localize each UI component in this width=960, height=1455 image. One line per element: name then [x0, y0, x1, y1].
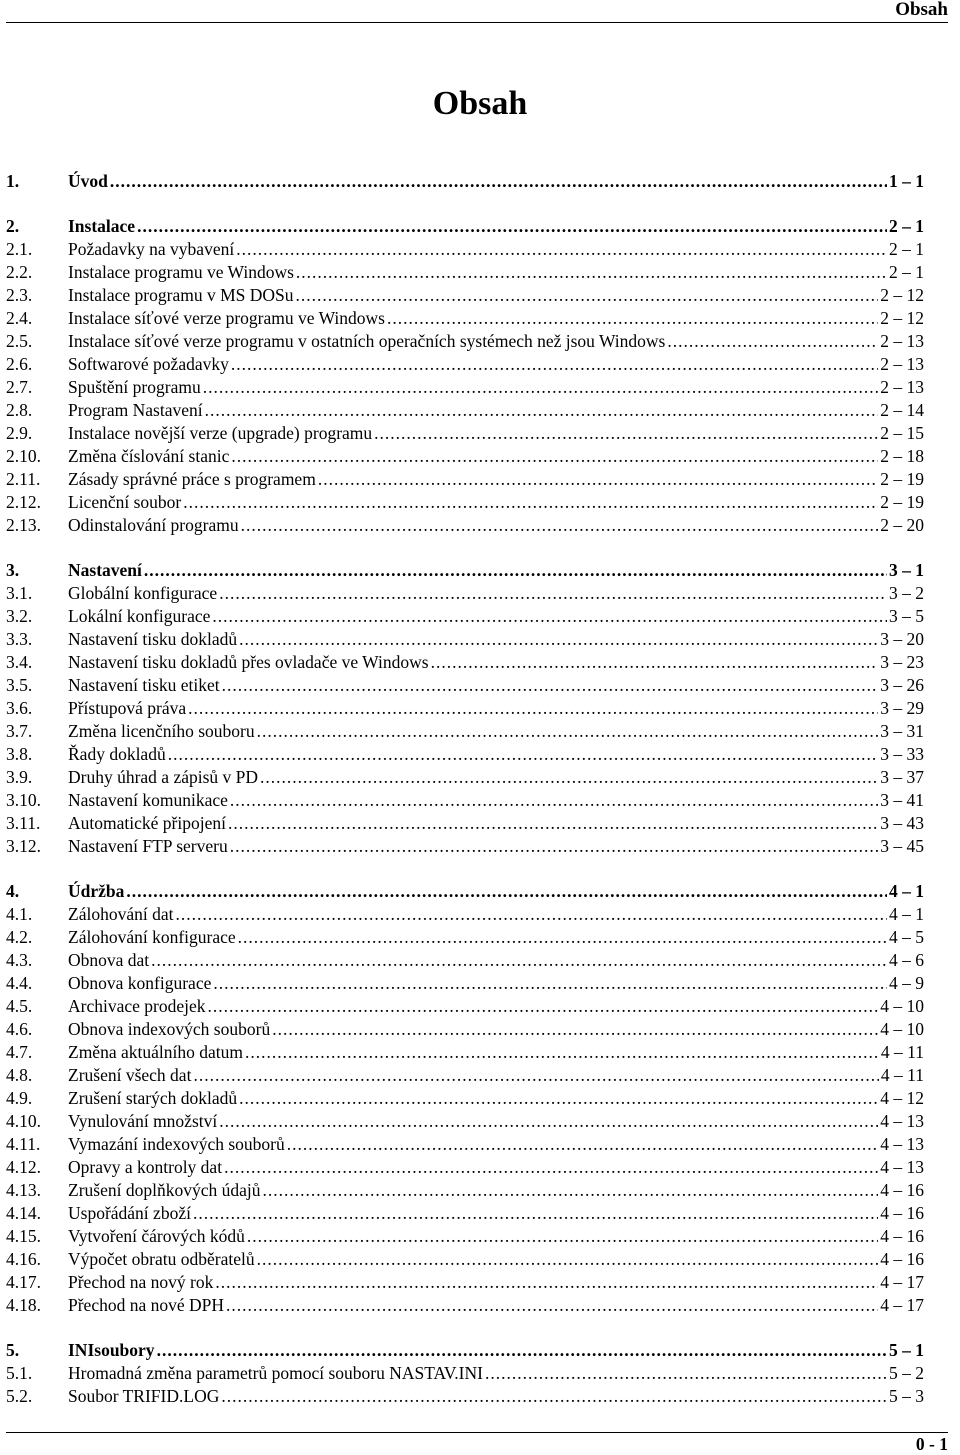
page-title: Obsah: [432, 85, 528, 122]
toc-section-entry[interactable]: [6, 812, 924, 835]
dot-leader: [168, 743, 879, 766]
toc-section-entry[interactable]: [6, 1225, 924, 1248]
toc-entry-page: 2 – 18: [880, 446, 924, 466]
dot-leader: [257, 720, 879, 743]
toc-entry-title: Zrušení doplňkových údajů: [68, 1180, 261, 1200]
dot-leader: [262, 1179, 878, 1202]
toc-entry-title: Vytvoření čárových kódů: [68, 1226, 245, 1246]
dot-leader: [222, 674, 879, 697]
toc-chapter-entry[interactable]: [6, 1339, 924, 1362]
toc-section-entry[interactable]: [6, 1133, 924, 1156]
toc-entry-number: 3.6.: [6, 698, 33, 718]
toc-entry-number: 4.3.: [6, 950, 33, 970]
toc-entry-page: 2 – 12: [880, 308, 924, 328]
toc-entry-number: 4.16.: [6, 1249, 41, 1269]
toc-entry-page: 2 – 1: [889, 239, 924, 259]
dot-leader: [219, 582, 887, 605]
toc-entry-number: 4.17.: [6, 1272, 41, 1292]
toc-section-entry[interactable]: [6, 1202, 924, 1225]
toc-entry-title: Zálohování konfigurace: [68, 927, 236, 947]
toc-entry-page: 4 – 17: [880, 1295, 924, 1315]
toc-section-entry[interactable]: [6, 789, 924, 812]
toc-entry-page: 2 – 12: [880, 285, 924, 305]
toc-entry-title: Změna licenčního souboru: [68, 721, 255, 741]
dot-leader: [215, 1271, 878, 1294]
dot-leader: [144, 559, 887, 582]
toc-entry-page: 3 – 33: [880, 744, 924, 764]
toc-entry-number: 3.1.: [6, 583, 33, 603]
toc-entry-title: Archivace prodejek: [68, 996, 206, 1016]
toc-entry-number: 4.10.: [6, 1111, 41, 1131]
toc-entry-page: 2 – 15: [880, 423, 924, 443]
toc-section-entry[interactable]: [6, 674, 924, 697]
toc-entry-title: Vynulování množství: [68, 1111, 218, 1131]
toc-entry-number: 3.5.: [6, 675, 33, 695]
toc-entry-title: Globální konfigurace: [68, 583, 218, 603]
toc-section-entry[interactable]: [6, 972, 924, 995]
toc-entry-number: 4.8.: [6, 1065, 33, 1085]
toc-entry-page: 2 – 1: [889, 216, 924, 236]
dot-leader: [238, 926, 887, 949]
toc-entry-number: 4.: [6, 881, 20, 901]
toc-section-entry[interactable]: [6, 1362, 924, 1385]
toc-entry-title: Licenční soubor: [68, 492, 182, 512]
toc-entry-page: 2 – 13: [880, 331, 924, 351]
toc-entry-title: Výpočet obratu odběratelů: [68, 1249, 255, 1269]
dot-leader: [226, 1294, 878, 1317]
toc-section-entry[interactable]: [6, 697, 924, 720]
dot-leader: [296, 261, 887, 284]
toc-section-entry[interactable]: [6, 949, 924, 972]
toc-section-entry[interactable]: [6, 1179, 924, 1202]
toc-entry-page: 2 – 1: [889, 262, 924, 282]
toc-entry-page: 3 – 43: [880, 813, 924, 833]
toc-entry-number: 2.12.: [6, 492, 41, 512]
toc-entry-page: 4 – 16: [880, 1203, 924, 1223]
toc-entry-number: 2.: [6, 216, 20, 236]
toc-section-entry[interactable]: [6, 399, 924, 422]
toc-entry-title: Změna číslování stanic: [68, 446, 230, 466]
dot-leader: [231, 445, 878, 468]
toc-entry-title: Program Nastavení: [68, 400, 203, 420]
toc-entry-title: Úvod: [68, 171, 108, 191]
dot-leader: [257, 1248, 879, 1271]
toc-entry-number: 2.4.: [6, 308, 33, 328]
toc-section-entry[interactable]: [6, 582, 924, 605]
toc-entry-number: 2.11.: [6, 469, 41, 489]
toc-entry-number: 2.1.: [6, 239, 33, 259]
toc-entry-page: 2 – 13: [880, 354, 924, 374]
dot-leader: [188, 697, 878, 720]
toc-entry-page: 4 – 10: [880, 1019, 924, 1039]
toc-entry-title: Spuštění programu: [68, 377, 201, 397]
toc-entry-number: 4.14.: [6, 1203, 41, 1223]
toc-entry-title: Nastavení tisku dokladů: [68, 629, 238, 649]
dot-leader: [236, 238, 887, 261]
toc-entry-title: Odinstalování programu: [68, 515, 239, 535]
dot-leader: [485, 1362, 887, 1385]
toc-entry-number: 2.5.: [6, 331, 33, 351]
toc-entry-page: 1 – 1: [889, 171, 924, 191]
toc-section-entry[interactable]: [6, 1110, 924, 1133]
toc-entry-title: Zálohování dat: [68, 904, 174, 924]
toc-entry-page: 4 – 13: [880, 1111, 924, 1131]
toc-entry-number: 3.3.: [6, 629, 33, 649]
toc-section-entry[interactable]: [6, 307, 924, 330]
dot-leader: [245, 1041, 879, 1064]
toc-section-entry[interactable]: [6, 995, 924, 1018]
dot-leader: [175, 903, 887, 926]
toc-entry-page: 3 – 1: [889, 560, 924, 580]
dot-leader: [318, 468, 878, 491]
toc-entry-title: Instalace síťové verze programu ve Windows: [68, 308, 385, 328]
toc-entry-page: 4 – 1: [889, 881, 924, 901]
toc-entry-page: 3 – 20: [880, 629, 924, 649]
toc-entry-number: 4.7.: [6, 1042, 33, 1062]
toc-entry-page: 4 – 9: [889, 973, 924, 993]
toc-entry-title: Zrušení všech dat: [68, 1065, 192, 1085]
toc-entry-title: Automatické připojení: [68, 813, 226, 833]
dot-leader: [239, 628, 878, 651]
toc-entry-page: 4 – 6: [889, 950, 924, 970]
toc-entry-number: 1.: [6, 171, 20, 191]
toc-entry-title: Nastavení komunikace: [68, 790, 228, 810]
toc-entry-page: 4 – 1: [889, 904, 924, 924]
dot-leader: [431, 651, 879, 674]
toc-entry-title: Nastavení tisku etiket: [68, 675, 220, 695]
toc-entry-title: Zrušení starých dokladů: [68, 1088, 238, 1108]
dot-leader: [193, 1064, 878, 1087]
toc-entry-page: 3 – 29: [880, 698, 924, 718]
toc-section-entry[interactable]: [6, 1385, 924, 1408]
toc-section-entry[interactable]: [6, 284, 924, 307]
toc-entry-title: Zásady správné práce s programem: [68, 469, 316, 489]
toc-entry-page: 3 – 2: [889, 583, 924, 603]
dot-leader: [219, 1110, 878, 1133]
toc-section-entry[interactable]: [6, 1064, 924, 1087]
header-text: Obsah: [895, 0, 948, 20]
toc-entry-page: 4 – 13: [880, 1134, 924, 1154]
toc-section-entry[interactable]: [6, 1271, 924, 1294]
dot-leader: [239, 1087, 878, 1110]
toc-entry-number: 4.18.: [6, 1295, 41, 1315]
toc-entry-title: Instalace programu ve Windows: [68, 262, 294, 282]
toc-section-entry[interactable]: [6, 376, 924, 399]
toc-entry-number: 5.2.: [6, 1386, 33, 1406]
toc-entry-page: 4 – 16: [880, 1249, 924, 1269]
toc-entry-number: 2.8.: [6, 400, 33, 420]
toc-section-entry[interactable]: [6, 261, 924, 284]
toc-entry-number: 4.2.: [6, 927, 33, 947]
page-header: [6, 0, 948, 23]
toc-entry-page: 5 – 3: [889, 1386, 924, 1406]
toc-entry-page: 4 – 16: [880, 1180, 924, 1200]
dot-leader: [260, 766, 878, 789]
dot-leader: [213, 972, 887, 995]
dot-leader: [287, 1133, 878, 1156]
toc-entry-title: Přechod na nový rok: [68, 1272, 214, 1292]
toc-entry-number: 4.15.: [6, 1226, 41, 1246]
toc-section-entry[interactable]: [6, 651, 924, 674]
dot-leader: [230, 789, 878, 812]
toc-entry-number: 4.11.: [6, 1134, 41, 1154]
toc-entry-title: Změna aktuálního datum: [68, 1042, 243, 1062]
dot-leader: [387, 307, 878, 330]
toc-section-entry[interactable]: [6, 605, 924, 628]
toc-section-entry[interactable]: [6, 628, 924, 651]
toc-section-entry[interactable]: [6, 766, 924, 789]
dot-leader: [667, 330, 878, 353]
toc-section-entry[interactable]: [6, 743, 924, 766]
toc-entry-title: Přístupová práva: [68, 698, 187, 718]
dot-leader: [272, 1018, 878, 1041]
toc-entry-number: 3.7.: [6, 721, 33, 741]
dot-leader: [203, 376, 879, 399]
dot-leader: [110, 170, 887, 193]
toc-entry-title: Požadavky na vybavení: [68, 239, 235, 259]
toc-section-entry[interactable]: [6, 1018, 924, 1041]
toc-entry-page: 2 – 19: [880, 469, 924, 489]
toc-entry-page: 3 – 5: [889, 606, 924, 626]
dot-leader: [183, 491, 878, 514]
toc-entry-number: 2.6.: [6, 354, 33, 374]
toc-entry-title: Nastavení tisku dokladů přes ovladače ve Windows: [68, 652, 429, 672]
toc-entry-title: Nastavení: [68, 560, 142, 580]
toc-entry-number: 4.5.: [6, 996, 33, 1016]
toc-entry-number: 3.12.: [6, 836, 41, 856]
toc-entry-title: Přechod na nové DPH: [68, 1295, 225, 1315]
toc-entry-title: Obnova indexových souborů: [68, 1019, 271, 1039]
toc-entry-title: Hromadná změna parametrů pomocí souboru NASTAV.INI: [68, 1363, 483, 1383]
toc-section-entry[interactable]: [6, 1248, 924, 1271]
dot-leader: [208, 995, 879, 1018]
toc-entry-page: 3 – 31: [880, 721, 924, 741]
dot-leader: [231, 353, 878, 376]
dot-leader: [230, 835, 879, 858]
dot-leader: [193, 1202, 878, 1225]
toc-entry-page: 5 – 2: [889, 1363, 924, 1383]
toc-entry-title: Obnova dat: [68, 950, 150, 970]
toc-entry-page: 4 – 12: [880, 1088, 924, 1108]
toc-entry-page: 4 – 11: [880, 1065, 924, 1085]
table-of-contents: [6, 170, 924, 1408]
toc-entry-page: 3 – 41: [880, 790, 924, 810]
page-footer: [6, 1432, 948, 1455]
toc-entry-page: 4 – 11: [880, 1042, 924, 1062]
toc-entry-page: 2 – 13: [880, 377, 924, 397]
toc-entry-title: Uspořádání zboží: [68, 1203, 191, 1223]
toc-section-entry[interactable]: [6, 330, 924, 353]
toc-entry-number: 2.9.: [6, 423, 33, 443]
toc-entry-number: 4.12.: [6, 1157, 41, 1177]
dot-leader: [126, 880, 887, 903]
toc-entry-title: Řady dokladů: [68, 744, 166, 764]
dot-leader: [224, 1156, 878, 1179]
dot-leader: [137, 215, 887, 238]
toc-entry-page: 2 – 19: [880, 492, 924, 512]
toc-entry-number: 2.7.: [6, 377, 33, 397]
toc-entry-page: 2 – 20: [880, 515, 924, 535]
toc-section-entry[interactable]: [6, 353, 924, 376]
toc-section-entry[interactable]: [6, 835, 924, 858]
dot-leader: [205, 399, 879, 422]
dot-leader: [212, 605, 887, 628]
toc-entry-number: 2.2.: [6, 262, 33, 282]
toc-entry-title: Instalace: [68, 216, 136, 236]
toc-chapter-entry[interactable]: [6, 170, 924, 193]
toc-section-entry[interactable]: [6, 445, 924, 468]
toc-entry-number: 4.9.: [6, 1088, 33, 1108]
footer-page-number: 0 - 1: [915, 1434, 948, 1454]
toc-entry-page: 4 – 16: [880, 1226, 924, 1246]
toc-entry-title: Obnova konfigurace: [68, 973, 212, 993]
toc-entry-number: 5.: [6, 1340, 20, 1360]
dot-leader: [157, 1339, 887, 1362]
toc-section-entry[interactable]: [6, 1041, 924, 1064]
toc-entry-number: 2.13.: [6, 515, 41, 535]
toc-chapter-entry[interactable]: [6, 215, 924, 238]
toc-chapter-entry[interactable]: [6, 880, 924, 903]
toc-entry-number: 4.1.: [6, 904, 33, 924]
toc-entry-number: 3.: [6, 560, 20, 580]
toc-entry-page: 3 – 23: [880, 652, 924, 672]
toc-section-entry[interactable]: [6, 720, 924, 743]
toc-entry-number: 3.10.: [6, 790, 41, 810]
toc-entry-number: 3.2.: [6, 606, 33, 626]
toc-section-entry[interactable]: [6, 903, 924, 926]
toc-entry-page: 3 – 45: [880, 836, 924, 856]
toc-entry-title: Vymazání indexových souborů: [68, 1134, 285, 1154]
toc-entry-number: 3.9.: [6, 767, 33, 787]
dot-leader: [296, 284, 879, 307]
dot-leader: [151, 949, 887, 972]
toc-entry-title: Instalace síťové verze programu v ostatních operačních systémech než jsou Windows: [68, 331, 666, 351]
toc-chapter-entry[interactable]: [6, 559, 924, 582]
toc-entry-page: 3 – 37: [880, 767, 924, 787]
dot-leader: [221, 1385, 887, 1408]
toc-section-entry[interactable]: [6, 238, 924, 261]
toc-entry-title: Lokální konfigurace: [68, 606, 211, 626]
toc-entry-title: Soubor TRIFID.LOG: [68, 1386, 220, 1406]
toc-entry-number: 2.3.: [6, 285, 33, 305]
toc-entry-title: Nastavení FTP serveru: [68, 836, 228, 856]
toc-entry-number: 4.4.: [6, 973, 33, 993]
toc-entry-page: 3 – 26: [880, 675, 924, 695]
toc-entry-title: Druhy úhrad a zápisů v PD: [68, 767, 259, 787]
toc-section-entry[interactable]: [6, 1156, 924, 1179]
toc-entry-number: 4.13.: [6, 1180, 41, 1200]
toc-entry-number: 4.6.: [6, 1019, 33, 1039]
dot-leader: [247, 1225, 878, 1248]
toc-entry-number: 3.8.: [6, 744, 33, 764]
toc-entry-number: 3.11.: [6, 813, 41, 833]
toc-entry-page: 4 – 17: [880, 1272, 924, 1292]
dot-leader: [374, 422, 878, 445]
toc-section-entry[interactable]: [6, 1294, 924, 1317]
toc-entry-title: Instalace programu v MS DOSu: [68, 285, 294, 305]
toc-entry-number: 3.4.: [6, 652, 33, 672]
toc-entry-page: 2 – 14: [880, 400, 924, 420]
dot-leader: [241, 514, 879, 537]
toc-entry-number: 2.10.: [6, 446, 41, 466]
toc-entry-title: Údržba: [68, 881, 125, 901]
toc-section-entry[interactable]: [6, 926, 924, 949]
toc-entry-title: Softwarové požadavky: [68, 354, 229, 374]
toc-entry-page: 5 – 1: [889, 1340, 924, 1360]
toc-section-entry[interactable]: [6, 514, 924, 537]
toc-section-entry[interactable]: [6, 468, 924, 491]
toc-entry-title: Opravy a kontroly dat: [68, 1157, 223, 1177]
toc-entry-title: Instalace novější verze (upgrade) programu: [68, 423, 373, 443]
toc-entry-page: 4 – 13: [880, 1157, 924, 1177]
toc-section-entry[interactable]: [6, 422, 924, 445]
toc-section-entry[interactable]: [6, 491, 924, 514]
toc-section-entry[interactable]: [6, 1087, 924, 1110]
toc-entry-page: 4 – 10: [880, 996, 924, 1016]
toc-entry-title: INIsoubory: [68, 1340, 155, 1360]
toc-entry-number: 5.1.: [6, 1363, 33, 1383]
toc-entry-page: 4 – 5: [889, 927, 924, 947]
dot-leader: [228, 812, 878, 835]
